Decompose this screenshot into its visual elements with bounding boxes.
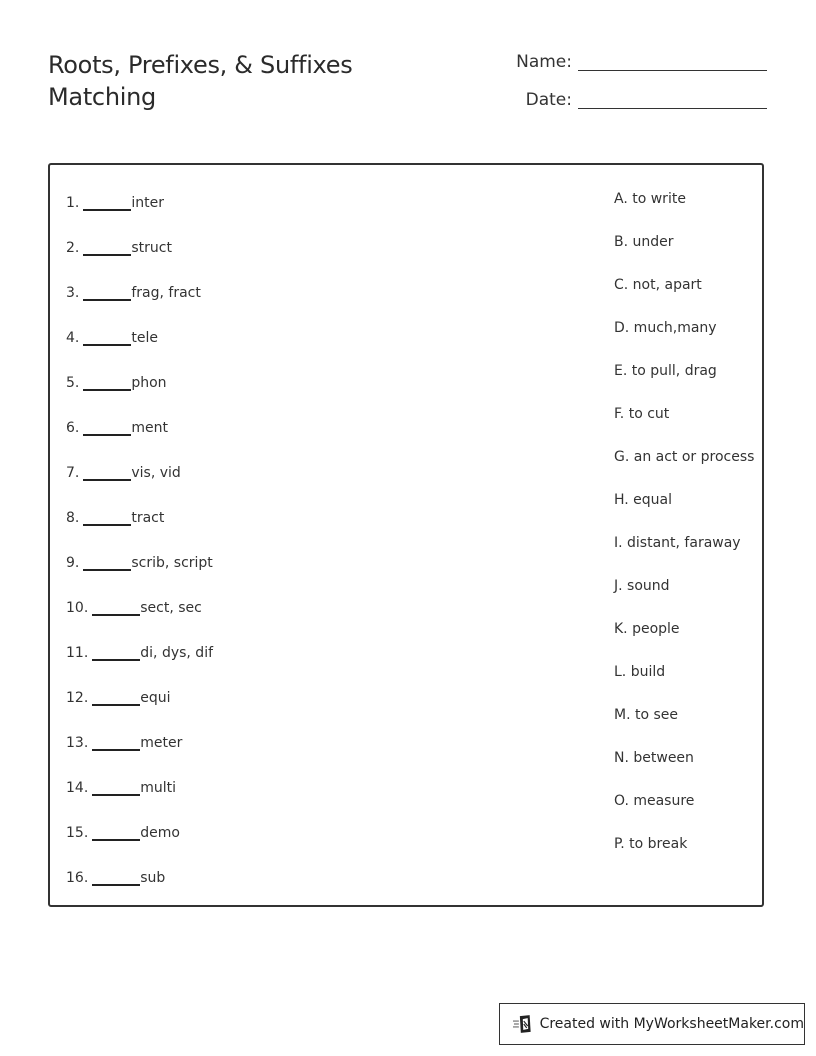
- answer-blank[interactable]: [83, 285, 131, 301]
- worksheet-title: [48, 49, 352, 113]
- date-field[interactable]: [502, 90, 767, 110]
- question-term: equi: [140, 690, 171, 706]
- answer-blank[interactable]: [83, 330, 131, 346]
- answer-choice: J. sound: [614, 578, 670, 594]
- answer-choice: A. to write: [614, 191, 686, 207]
- question-term: ment: [131, 420, 168, 436]
- answer-blank[interactable]: [83, 375, 131, 391]
- date-input-line[interactable]: [578, 108, 767, 109]
- question-number: 9.: [66, 555, 80, 571]
- question-term: demo: [140, 825, 180, 841]
- title-line-1: Roots, Prefixes, & Suffixes: [48, 51, 353, 79]
- question-number: 6.: [66, 420, 80, 436]
- answer-blank[interactable]: [92, 825, 140, 841]
- answer-blank[interactable]: [92, 780, 140, 796]
- question-item: [66, 776, 176, 796]
- question-term: phon: [131, 375, 167, 391]
- question-term: sub: [140, 870, 166, 886]
- question-item: [66, 191, 164, 211]
- name-input-line[interactable]: [578, 70, 767, 71]
- question-item: [66, 641, 213, 661]
- footer-credit[interactable]: [499, 1003, 805, 1045]
- question-number: 2.: [66, 240, 80, 256]
- question-item: [66, 461, 181, 481]
- answer-blank[interactable]: [83, 195, 131, 211]
- answer-choice: M. to see: [614, 707, 679, 723]
- question-item: [66, 866, 165, 886]
- question-number: 16.: [66, 870, 89, 886]
- answer-choice: N. between: [614, 750, 694, 766]
- question-number: 15.: [66, 825, 89, 841]
- answer-blank[interactable]: [92, 600, 140, 616]
- question-number: 10.: [66, 600, 89, 616]
- answer-choice: P. to break: [614, 836, 688, 852]
- question-item: [66, 236, 172, 256]
- title-line-2: Matching: [48, 83, 156, 111]
- date-label: Date:: [525, 90, 572, 110]
- question-number: 4.: [66, 330, 80, 346]
- answer-blank[interactable]: [83, 555, 131, 571]
- question-number: 13.: [66, 735, 89, 751]
- question-term: meter: [140, 735, 183, 751]
- question-term: tract: [131, 510, 165, 526]
- answer-choice: E. to pull, drag: [614, 363, 717, 379]
- name-field[interactable]: [502, 52, 767, 72]
- answer-choice: L. build: [614, 664, 666, 680]
- question-term: scrib, script: [131, 555, 213, 571]
- question-item: [66, 596, 202, 616]
- question-term: tele: [131, 330, 158, 346]
- answer-choice: B. under: [614, 234, 674, 250]
- answer-blank[interactable]: [92, 870, 140, 886]
- question-item: [66, 371, 167, 391]
- answer-blank[interactable]: [92, 645, 140, 661]
- worksheet-logo-icon: [512, 1013, 534, 1035]
- answer-blank[interactable]: [92, 690, 140, 706]
- answer-choice: C. not, apart: [614, 277, 702, 293]
- question-term: di, dys, dif: [140, 645, 214, 661]
- answer-choice: G. an act or process: [614, 449, 755, 465]
- question-number: 11.: [66, 645, 89, 661]
- question-item: [66, 326, 158, 346]
- question-number: 14.: [66, 780, 89, 796]
- answer-choice: D. much,many: [614, 320, 717, 336]
- question-number: 1.: [66, 195, 80, 211]
- answer-blank[interactable]: [83, 465, 131, 481]
- question-item: [66, 506, 164, 526]
- question-term: inter: [131, 195, 164, 211]
- question-number: 8.: [66, 510, 80, 526]
- question-item: [66, 731, 182, 751]
- answer-blank[interactable]: [83, 420, 131, 436]
- answer-choice: H. equal: [614, 492, 673, 508]
- answer-blank[interactable]: [92, 735, 140, 751]
- name-label: Name:: [516, 52, 572, 72]
- question-item: [66, 821, 180, 841]
- question-number: 7.: [66, 465, 80, 481]
- question-item: [66, 416, 168, 436]
- answer-choice: K. people: [614, 621, 680, 637]
- question-number: 12.: [66, 690, 89, 706]
- answer-choice: I. distant, faraway: [614, 535, 741, 551]
- question-term: multi: [140, 780, 177, 796]
- answer-blank[interactable]: [83, 240, 131, 256]
- answer-choice: O. measure: [614, 793, 695, 809]
- question-number: 3.: [66, 285, 80, 301]
- footer-text: Created with MyWorksheetMaker.com: [539, 1016, 804, 1032]
- question-term: frag, fract: [131, 285, 201, 301]
- question-term: sect, sec: [140, 600, 202, 616]
- question-item: [66, 686, 171, 706]
- question-item: [66, 551, 213, 571]
- question-term: struct: [131, 240, 172, 256]
- question-term: vis, vid: [131, 465, 181, 481]
- answer-blank[interactable]: [83, 510, 131, 526]
- question-number: 5.: [66, 375, 80, 391]
- question-item: [66, 281, 201, 301]
- answer-choice: F. to cut: [614, 406, 670, 422]
